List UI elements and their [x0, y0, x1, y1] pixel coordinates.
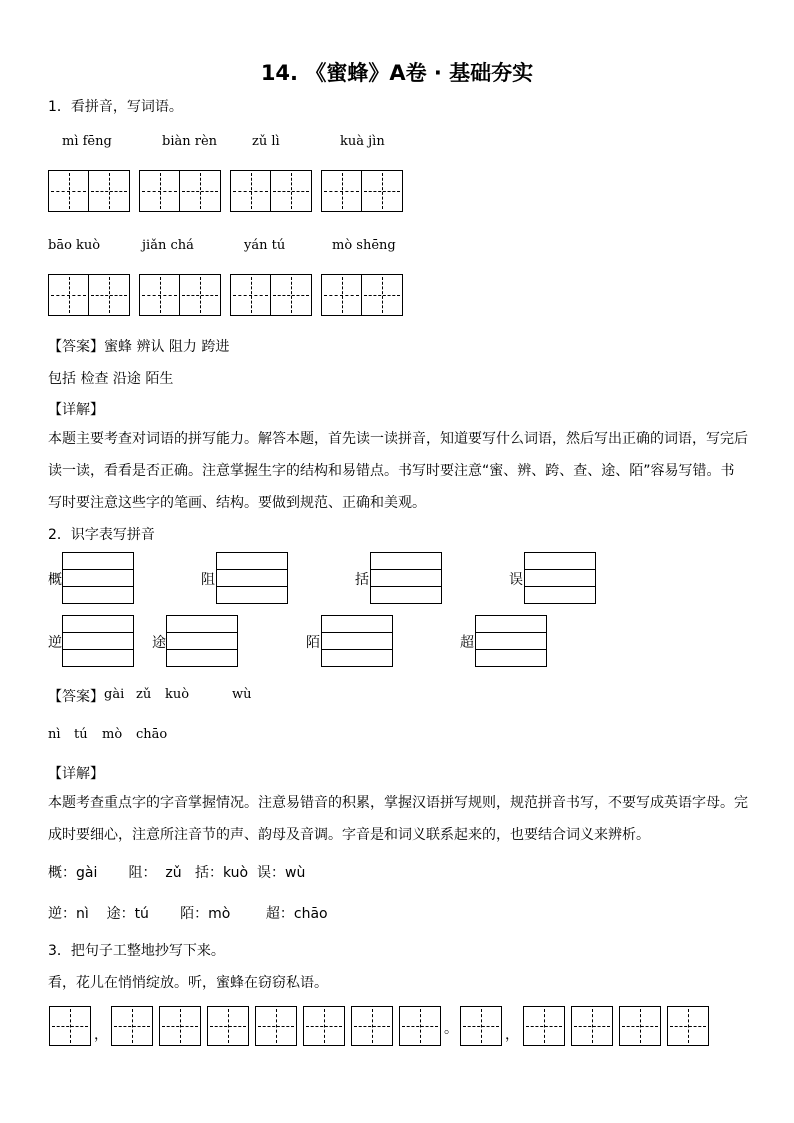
copy-grid-cell[interactable] [111, 1006, 153, 1046]
copy-grid-cell[interactable] [571, 1006, 613, 1046]
q2-detail-text: 本题考查重点字的字音掌握情况。注意易错音的积累，掌握汉语拼写规则，规范拼音书写，不要写成英语字母。完成时要细心，注意所注音节的声、韵母及音调。字音是和词义联系起来的，也要结合词义来辨析。 [48, 795, 748, 843]
answer-pinyin: kuò [165, 687, 190, 702]
writing-grid[interactable] [48, 274, 130, 316]
copy-grid-cell[interactable] [159, 1006, 201, 1046]
q2-detail-row: 概：gài 阻： zǔ 括：kuò 误：wù [48, 865, 306, 881]
pinyin-label: mì fēng [62, 134, 112, 149]
copy-grid-cell[interactable] [523, 1006, 565, 1046]
char-label: 误 [509, 572, 523, 588]
pinyin-grid[interactable] [321, 615, 393, 667]
char-label: 概 [48, 572, 62, 588]
copy-grid-cell[interactable] [619, 1006, 661, 1046]
punctuation: 。 [444, 1021, 458, 1037]
writing-grid[interactable] [230, 274, 312, 316]
copy-grid-cell[interactable] [351, 1006, 393, 1046]
q3-heading: 3．把句子工整地抄写下来。 [48, 943, 225, 959]
copy-grid-cell[interactable] [49, 1006, 91, 1046]
q3-sentence: 看，花儿在悄悄绽放。听，蜜蜂在窃窃私语。 [48, 975, 328, 991]
answer-pinyin: mò [102, 727, 123, 742]
pinyin-label: kuà jìn [340, 134, 385, 149]
char-label: 阻 [201, 572, 215, 588]
pinyin-grid[interactable] [524, 552, 596, 604]
writing-grid[interactable] [139, 274, 221, 316]
q2-detail-label: 【详解】 [48, 766, 104, 782]
pinyin-label: bāo kuò [48, 238, 101, 253]
pinyin-label: zǔ lì [252, 134, 280, 149]
pinyin-grid[interactable] [166, 615, 238, 667]
pinyin-label: jiǎn chá [142, 238, 194, 253]
writing-grid[interactable] [48, 170, 130, 212]
q2-answer-label: 【答案】 [48, 689, 104, 705]
writing-grid[interactable] [230, 170, 312, 212]
copy-grid-cell[interactable] [667, 1006, 709, 1046]
pinyin-grid[interactable] [62, 615, 134, 667]
pinyin-label: mò shēng [332, 238, 396, 253]
copy-grid-cell[interactable] [303, 1006, 345, 1046]
answer-pinyin: zǔ [136, 687, 152, 702]
q1-detail-text: 本题主要考查对词语的拼写能力。解答本题，首先读一读拼音，知道要写什么词语，然后写出正确的词语，写完后读一读，看看是否正确。注意掌握生字的结构和易错点。书写时要注意“蜜、辨、跨、查、途、陌”容易写错。书写时要注意这些字的笔画、结构。要做到规范、正确和美观。 [48, 431, 748, 511]
copy-grid-cell[interactable] [255, 1006, 297, 1046]
copy-grid-cell[interactable] [460, 1006, 502, 1046]
pinyin-grid[interactable] [62, 552, 134, 604]
char-label: 超 [460, 635, 474, 651]
q2-detail-row: 逆：nì 途：tú 陌：mò 超：chāo [48, 906, 328, 922]
writing-grid[interactable] [321, 170, 403, 212]
char-label: 逆 [48, 635, 62, 651]
copy-grid-cell[interactable] [399, 1006, 441, 1046]
answer-pinyin: chāo [136, 727, 168, 742]
punctuation: ， [94, 1027, 108, 1043]
writing-grid[interactable] [321, 274, 403, 316]
answer-pinyin: nì [48, 727, 61, 742]
pinyin-label: yán tú [244, 238, 286, 253]
q1-detail-label: 【详解】 [48, 402, 104, 418]
q1-answer-cont: 包括 检查 沿途 陌生 [48, 371, 174, 387]
punctuation: ， [505, 1027, 519, 1043]
pinyin-grid[interactable] [475, 615, 547, 667]
writing-grid[interactable] [139, 170, 221, 212]
pinyin-grid[interactable] [370, 552, 442, 604]
page-title: 14. 《蜜蜂》A卷 · 基础夯实 [260, 61, 534, 85]
char-label: 途 [152, 635, 166, 651]
q1-answer: 【答案】蜜蜂 辨认 阻力 跨进 [48, 339, 230, 355]
char-label: 括 [355, 572, 369, 588]
answer-pinyin: tú [74, 727, 88, 742]
q1-heading: 1．看拼音，写词语。 [48, 99, 183, 115]
char-label: 陌 [306, 635, 320, 651]
q2-heading: 2．识字表写拼音 [48, 527, 155, 543]
copy-grid-cell[interactable] [207, 1006, 249, 1046]
answer-pinyin: gài [104, 687, 125, 702]
pinyin-label: biàn rèn [162, 134, 218, 149]
answer-pinyin: wù [232, 687, 252, 702]
pinyin-grid[interactable] [216, 552, 288, 604]
